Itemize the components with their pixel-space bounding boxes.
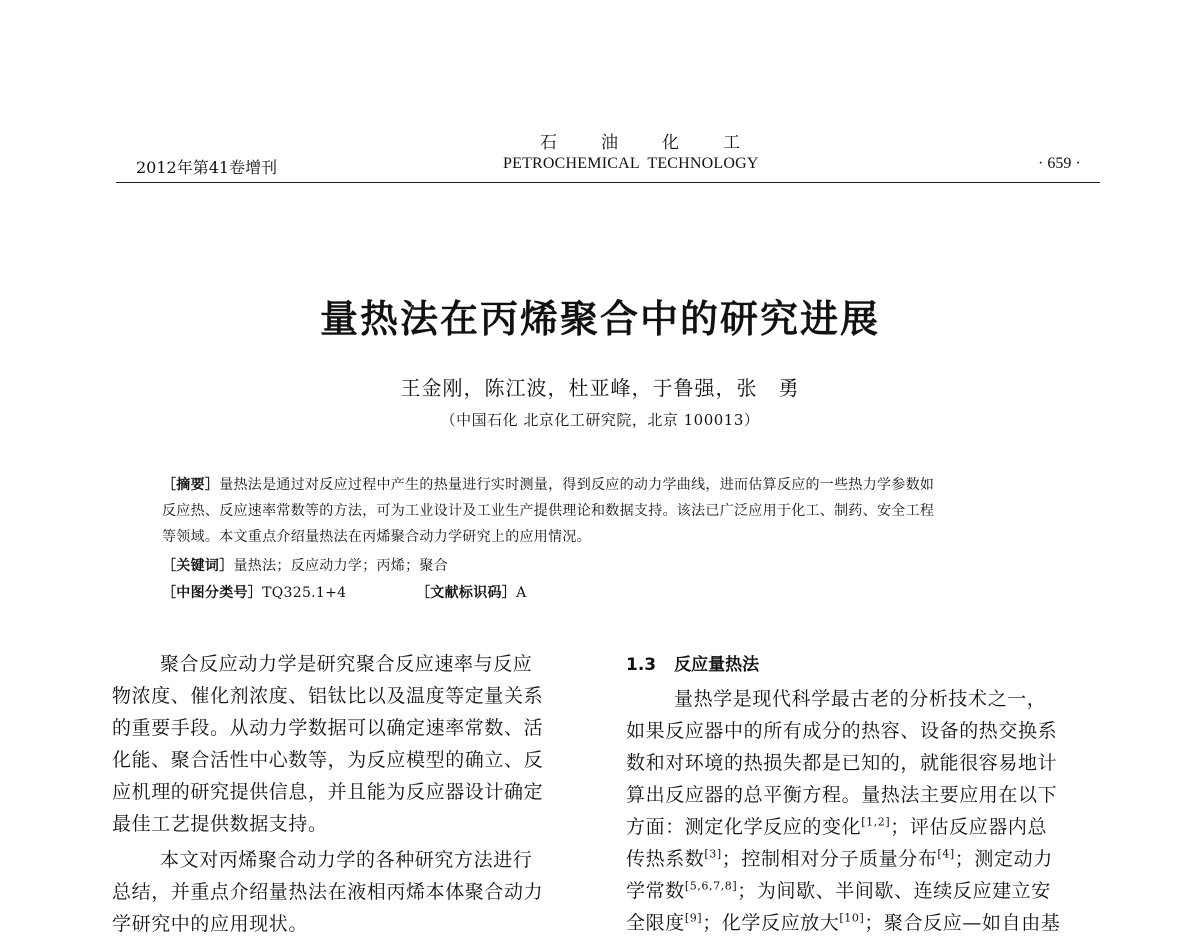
document-code-line [416,582,527,602]
keywords-line [162,555,448,575]
text-run: ；聚合反应—如自由基 [864,912,1061,934]
journal-name-chinese [540,128,760,153]
document-code-label: ［文献标识码］ [416,585,517,601]
body-line [626,876,1051,903]
journal-char: 石 [540,133,557,153]
abstract-line [162,474,934,494]
text-run: ；测定动力 [954,848,1053,870]
affiliation: （中国石化 北京化工研究院，北京 100013） [440,411,760,429]
author-list: 王金刚，陈江波，杜亚峰，于鲁强，张 勇 [400,376,800,400]
keywords-label: ［关键词］ [162,558,234,574]
journal-name-english: PETROCHEMICAL TECHNOLOGY [503,155,759,172]
body-line: 量热学是现代科学最古老的分析技术之一， [674,688,1047,710]
citation: [10] [839,911,865,925]
header-rule [116,182,1100,183]
body-line: 的重要手段。从动力学数据可以确定速率常数、活 [112,717,544,739]
abstract-line: 等领域。本文重点介绍量热法在丙烯聚合动力学研究上的应用情况。 [162,529,591,545]
body-line: 总结，并重点介绍量热法在液相丙烯本体聚合动力 [112,881,544,903]
page-number: · 659 · [1038,155,1081,172]
citation: [4] [937,847,955,861]
body-line: 化能、聚合活性中心数等，为反应模型的确立、反 [112,749,544,771]
text-run: ；为间歇、半间歇、连续反应建立安 [737,880,1051,902]
body-line: 学研究中的应用现状。 [112,913,309,935]
text-run: ；化学反应放大 [702,912,840,934]
abstract-line: 反应热、反应速率常数等的方法，可为工业设计及工业生产提供理论和数据支持。该法已广泛应用于化工、制药、安全工程 [162,503,935,519]
journal-char: 工 [723,133,740,153]
body-line: 数和对环境的热损失都是已知的，就能很容易地计 [626,752,1058,774]
citation: [1,2] [861,815,891,829]
classification-line [162,582,346,602]
abstract-text: 量热法是通过对反应过程中产生的热量进行实时测量，得到反应的动力学曲线，进而估算反应的一些热力学参数如 [219,477,935,493]
classification-label: ［中图分类号］ [162,585,263,601]
body-line [626,812,1047,839]
body-line: 物浓度、催化剂浓度、铝钛比以及温度等定量关系 [112,685,544,707]
keywords-text: 量热法；反应动力学；丙烯；聚合 [233,558,448,574]
text-run: 全限度 [626,912,685,934]
document-code-value: A [516,585,527,601]
text-run: 学常数 [626,880,685,902]
body-line: 如果反应器中的所有成分的热容、设备的热交换系 [626,720,1058,742]
text-run: 传热系数 [626,848,705,870]
body-line: 最佳工艺提供数据支持。 [112,813,328,835]
citation: [3] [704,847,722,861]
text-run: ；控制相对分子质量分布 [721,848,938,870]
classification-value: TQ325.1+4 [262,585,347,601]
text-run: ；评估反应器内总 [890,816,1048,838]
citation: [5,6,7,8] [684,879,738,893]
section-heading [626,650,759,675]
body-line: 算出反应器的总平衡方程。量热法主要应用在以下 [626,784,1058,806]
body-line [626,908,1060,935]
body-line [626,844,1053,871]
journal-char: 油 [601,133,618,153]
body-line: 应机理的研究提供信息，并且能为反应器设计确定 [112,781,544,803]
paper-title: 量热法在丙烯聚合中的研究进展 [319,297,880,341]
body-line: 聚合反应动力学是研究聚合反应速率与反应 [160,653,533,675]
text-run: 方面：测定化学反应的变化 [626,816,862,838]
section-number: 1.3 [626,655,657,675]
section-title: 反应量热法 [674,655,760,675]
body-line: 本文对丙烯聚合动力学的各种研究方法进行 [160,849,533,871]
issue-info: 2012年第41卷增刊 [136,158,278,177]
journal-char: 化 [662,133,679,153]
citation: [9] [684,911,703,925]
abstract-label: ［摘要］ [162,477,220,493]
